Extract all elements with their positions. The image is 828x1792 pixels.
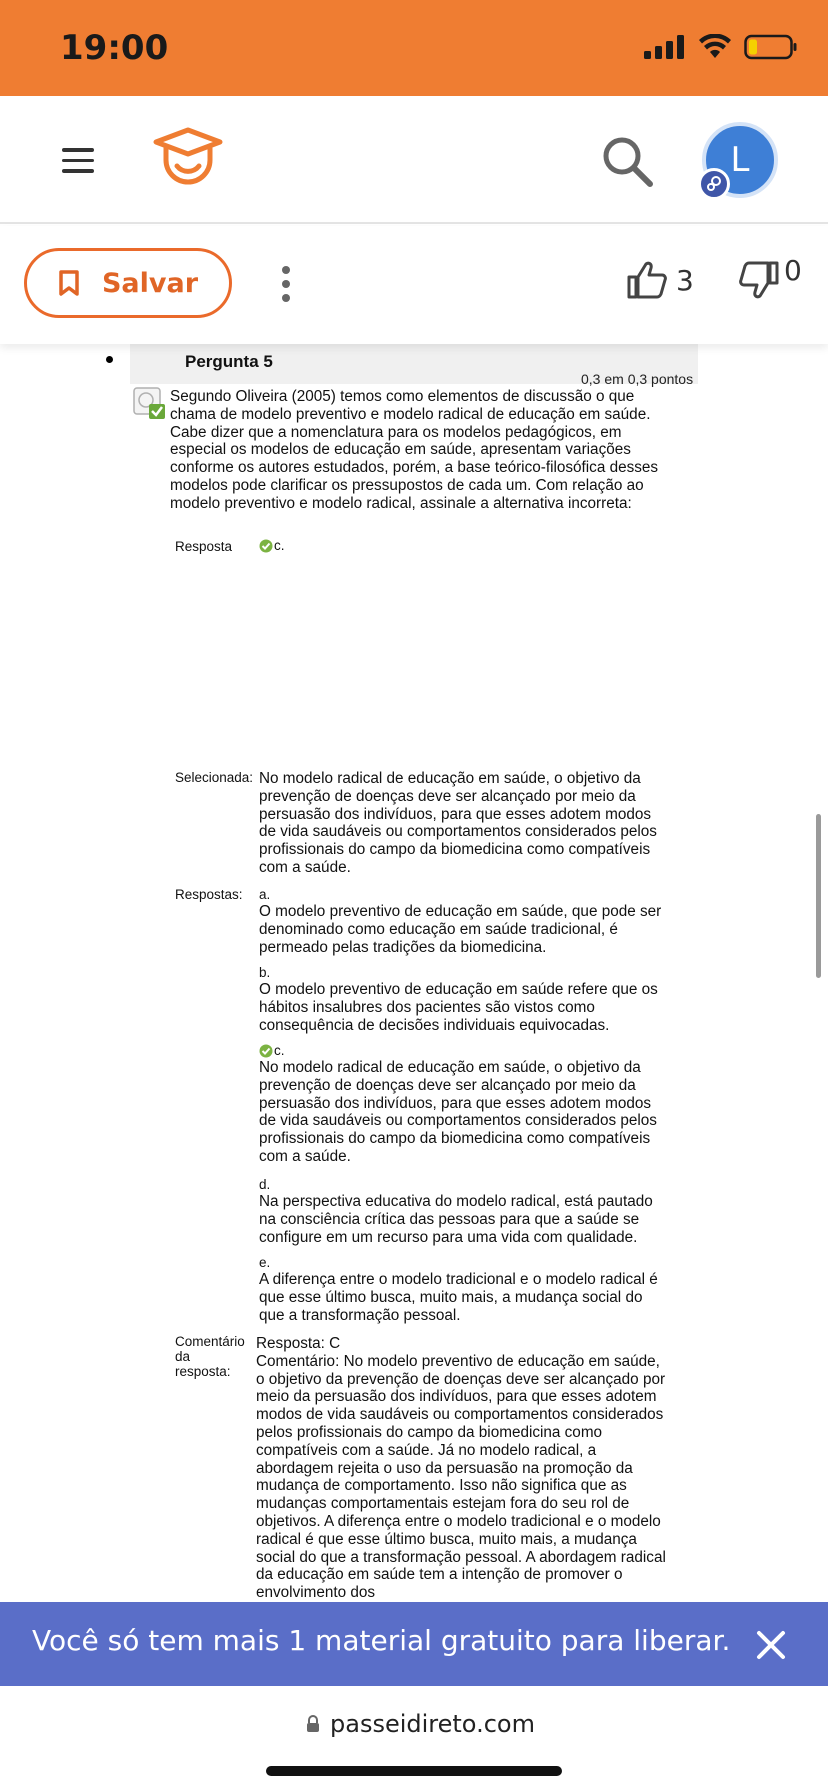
logo-icon[interactable] <box>152 126 224 190</box>
lock-icon <box>306 1715 320 1733</box>
signal-icon <box>644 35 686 59</box>
user-avatar[interactable] <box>702 122 782 202</box>
option-text: O modelo preventivo de educação em saúde refere que os hábitos insalubres dos pacientes são vistos como consequência de decisões individuais equivocadas. <box>259 981 658 1034</box>
wifi-icon <box>698 34 732 60</box>
question-text: Segundo Oliveira (2005) temos como elementos de discussão o que chama de modelo preventivo e modelo radical de educação em saúde. Cabe dizer que a nomenclatura para os modelos pedagógicos, em especial os modelos de educação em saúde, apresentam variações conforme os autores estudados, porém, a base teórico-filosófica desses modelos pode clarificar os pressupostos de cada um. Com relação ao modelo preventivo e modelo radical, assinale a alternativa incorreta: <box>170 388 659 512</box>
thumbs-down-icon <box>738 260 780 300</box>
home-indicator[interactable] <box>266 1766 562 1776</box>
status-time: 19:00 <box>60 28 169 68</box>
answer-comment <box>256 1335 666 1602</box>
search-icon[interactable] <box>600 134 654 188</box>
browser-url-bar[interactable] <box>0 1686 828 1792</box>
answer-letter: c. <box>274 538 285 553</box>
graded-check-icon <box>132 386 168 422</box>
promo-banner[interactable] <box>0 1602 828 1686</box>
dislike-button[interactable] <box>738 254 802 300</box>
correct-check-icon <box>259 1044 273 1058</box>
status-icons <box>644 34 798 60</box>
menu-icon[interactable] <box>62 148 94 172</box>
more-options-icon[interactable] <box>282 266 292 308</box>
status-bar <box>0 0 828 96</box>
option-b <box>259 964 669 1034</box>
question-content <box>0 344 828 1602</box>
battery-icon <box>744 34 798 60</box>
badge-icon <box>698 168 730 200</box>
question-points: 0,3 em 0,3 pontos <box>581 371 694 387</box>
save-button[interactable] <box>24 248 232 318</box>
option-c <box>259 1042 669 1166</box>
option-text: O modelo preventivo de educação em saúde, que pode ser denominado como educação em saúde tradicional, é permeado pelas tradições da biomedicina. <box>259 903 662 956</box>
option-text: A diferença entre o modelo tradicional e o modelo radical é que esse último busca, muito mais, a mudança social do que a transformação pessoal. <box>259 1271 658 1324</box>
comment-label: Comentário da resposta: <box>175 1334 245 1379</box>
option-text: Na perspectiva educativa do modelo radical, está pautado na consciência crítica das pessoas para que a saúde se configure em um recurso para uma vida com qualidade. <box>259 1193 653 1246</box>
option-letter: a. <box>259 887 271 902</box>
question-title: Pergunta 5 <box>185 352 273 371</box>
answers-label: Respostas: <box>175 887 243 902</box>
answer-value <box>259 537 669 554</box>
option-letter-row <box>259 1042 669 1059</box>
bookmark-icon <box>58 269 80 297</box>
scrollbar[interactable] <box>816 814 821 978</box>
option-letter: d. <box>259 1177 271 1192</box>
option-letter: b. <box>259 965 271 980</box>
dislike-count: 0 <box>784 254 802 287</box>
url-display[interactable] <box>306 1710 535 1738</box>
option-letter: c. <box>274 1043 285 1058</box>
promo-text: Você só tem mais 1 material gratuito para liberar. <box>32 1624 731 1657</box>
app-header <box>0 96 828 224</box>
option-a <box>259 886 669 956</box>
like-count: 3 <box>676 263 694 297</box>
selected-label: Selecionada: <box>175 770 254 785</box>
thumbs-up-icon <box>626 260 668 300</box>
comment-text: Comentário: No modelo preventivo de educação em saúde, o objetivo da prevenção de doenças deve ser alcançado por meio da persuasão dos indivíduos, para que esses adotem modos de vida saudáveis ou comportamentos considerados pelos profissionais do campo da biomedicina como compatíveis com a saúde. Já no modelo radical, a abordagem rejeita o uso da persuasão na promoção da mudança de comportamento. Isso não significa que as mudanças comportamentais estejam fora do seu rol de objetivos. A diferença entre o modelo tradicional e o modelo radical é que esse último busca, muito mais, a mudança social do que a transformação pessoal. A abordagem radical da educação em saúde tem a intenção de promover o envolvimento dos <box>256 1352 666 1602</box>
option-d <box>259 1176 669 1246</box>
avatar[interactable]: L <box>702 122 778 198</box>
correct-check-icon <box>259 539 273 553</box>
action-bar <box>0 226 828 344</box>
answer-label: Resposta <box>175 539 233 554</box>
option-text: No modelo radical de educação em saúde, o objetivo da prevenção de doenças deve ser alcançado por meio da persuasão dos indivíduos, para que esses adotem modos de vida saudáveis ou comportamentos considerados pelos profissionais do campo da biomedicina como compatíveis com a saúde. <box>259 1059 657 1165</box>
like-button[interactable] <box>626 260 694 300</box>
selected-answer-text: No modelo radical de educação em saúde, o objetivo da prevenção de doenças deve ser alcançado por meio da persuasão dos indivíduos, para que esses adotem modos de vida saudáveis ou comportamentos considerados pelos profissionais do campo da biomedicina como compatíveis com a saúde. <box>259 770 657 876</box>
option-letter: e. <box>259 1255 271 1270</box>
option-e <box>259 1254 669 1324</box>
list-bullet <box>106 356 113 363</box>
url-text: passeidireto.com <box>330 1710 535 1738</box>
close-icon[interactable] <box>756 1630 786 1660</box>
comment-answer: Resposta: C <box>256 1335 341 1352</box>
save-label: Salvar <box>101 267 199 299</box>
